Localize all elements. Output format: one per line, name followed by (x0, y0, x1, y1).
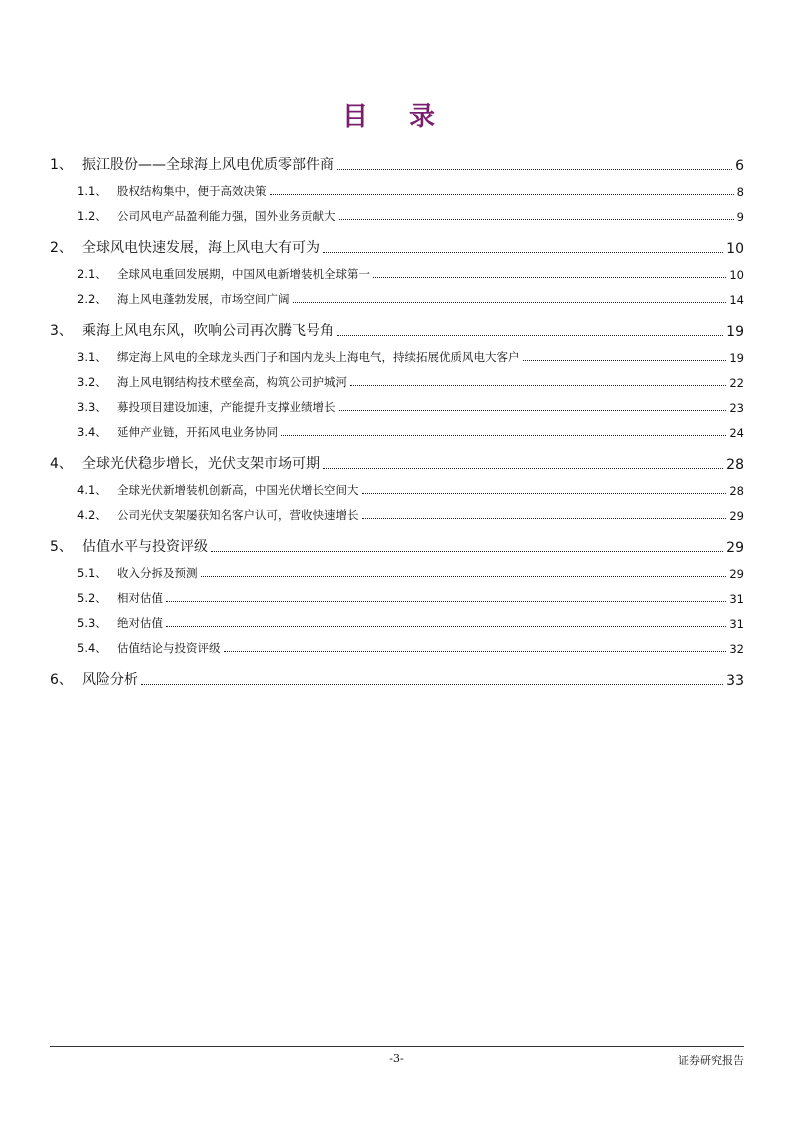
table-of-contents (50, 150, 744, 689)
toc-label: 估值水平与投资评级 (82, 539, 208, 555)
toc-subsection[interactable] (50, 340, 744, 365)
toc-page-number: 23 (729, 401, 744, 415)
toc-label: 乘海上风电东风，吹响公司再次腾飞号角 (82, 323, 334, 339)
toc-leader-dots (323, 467, 723, 469)
toc-number: 3.3、 (77, 400, 107, 414)
toc-leader-dots (293, 301, 727, 303)
toc-label: 绑定海上风电的全球龙头西门子和国内龙头上海电气，持续拓展优质风电大客户 (117, 350, 520, 364)
toc-section[interactable] (50, 532, 744, 556)
toc-leader-dots (211, 550, 723, 552)
toc-label: 海上风电钢结构技术壁垒高，构筑公司护城河 (117, 375, 347, 389)
toc-number: 1.2、 (77, 209, 107, 223)
toc-number: 3.1、 (77, 350, 107, 364)
toc-leader-dots (523, 359, 727, 361)
toc-label: 绝对估值 (117, 616, 163, 630)
toc-leader-dots (323, 251, 723, 253)
toc-page-number: 6 (735, 158, 744, 174)
toc-label: 股权结构集中，便于高效决策 (117, 184, 267, 198)
toc-leader-dots (201, 575, 727, 577)
toc-leader-dots (141, 683, 723, 685)
toc-number: 5.1、 (77, 566, 107, 580)
toc-label: 风险分析 (82, 672, 138, 688)
toc-page-number: 33 (726, 673, 744, 689)
toc-leader-dots (362, 517, 727, 519)
toc-section[interactable] (50, 449, 744, 473)
toc-number: 5.3、 (77, 616, 107, 630)
toc-subsection[interactable] (50, 199, 744, 224)
toc-page-number: 32 (729, 642, 744, 656)
toc-label: 振江股份——全球海上风电优质零部件商 (82, 157, 334, 173)
toc-page-number: 19 (726, 324, 744, 340)
toc-number: 2.1、 (77, 267, 107, 281)
toc-page-number: 24 (729, 426, 744, 440)
toc-leader-dots (373, 276, 726, 278)
toc-page-number: 31 (729, 592, 744, 606)
toc-leader-dots (337, 168, 732, 170)
toc-subsection[interactable] (50, 606, 744, 631)
toc-page-number: 28 (729, 484, 744, 498)
toc-page-number: 8 (736, 185, 744, 199)
toc-number: 5.2、 (77, 591, 107, 605)
toc-label: 公司光伏支架屡获知名客户认可，营收快速增长 (117, 508, 359, 522)
toc-subsection[interactable] (50, 556, 744, 581)
toc-number: 4.2、 (77, 508, 107, 522)
toc-subsection[interactable] (50, 365, 744, 390)
toc-number: 1.1、 (77, 184, 107, 198)
toc-number: 5、 (50, 539, 73, 555)
toc-leader-dots (350, 384, 726, 386)
toc-subsection[interactable] (50, 174, 744, 199)
toc-label: 估值结论与投资评级 (117, 641, 221, 655)
toc-section[interactable] (50, 665, 744, 689)
toc-label: 全球光伏新增装机创新高，中国光伏增长空间大 (117, 483, 359, 497)
toc-number: 4.1、 (77, 483, 107, 497)
toc-label: 海上风电蓬勃发展，市场空间广阔 (117, 292, 290, 306)
toc-subsection[interactable] (50, 473, 744, 498)
toc-number: 4、 (50, 456, 73, 472)
page-title: 目 录 (341, 102, 452, 132)
toc-label: 收入分拆及预测 (117, 566, 198, 580)
toc-page-number: 19 (729, 351, 744, 365)
toc-number: 3.4、 (77, 425, 107, 439)
toc-page-number: 29 (729, 567, 744, 581)
toc-leader-dots (337, 334, 723, 336)
toc-number: 2.2、 (77, 292, 107, 306)
toc-number: 2、 (50, 240, 73, 256)
footer-report-label: 证券研究报告 (678, 1054, 744, 1067)
toc-page-number: 10 (726, 241, 744, 257)
toc-section[interactable] (50, 150, 744, 174)
toc-label: 延伸产业链，开拓风电业务协同 (117, 425, 278, 439)
toc-subsection[interactable] (50, 282, 744, 307)
toc-subsection[interactable] (50, 581, 744, 606)
toc-number: 5.4、 (77, 641, 107, 655)
footer-page-number: -3- (389, 1052, 404, 1065)
toc-subsection[interactable] (50, 390, 744, 415)
toc-label: 募投项目建设加速，产能提升支撑业绩增长 (117, 400, 336, 414)
footer-divider (50, 1046, 744, 1047)
toc-page-number: 29 (726, 540, 744, 556)
toc-subsection[interactable] (50, 498, 744, 523)
toc-number: 1、 (50, 157, 73, 173)
toc-page-number: 29 (729, 509, 744, 523)
toc-number: 3.2、 (77, 375, 107, 389)
toc-label: 公司风电产品盈利能力强，国外业务贡献大 (117, 209, 336, 223)
toc-leader-dots (224, 650, 727, 652)
toc-number: 3、 (50, 323, 73, 339)
toc-page-number: 31 (729, 617, 744, 631)
toc-subsection[interactable] (50, 631, 744, 656)
toc-section[interactable] (50, 316, 744, 340)
toc-section[interactable] (50, 233, 744, 257)
toc-page-number: 22 (729, 376, 744, 390)
toc-leader-dots (362, 492, 727, 494)
toc-page-number: 10 (729, 268, 744, 282)
toc-leader-dots (166, 600, 726, 602)
toc-subsection[interactable] (50, 257, 744, 282)
toc-subsection[interactable] (50, 415, 744, 440)
toc-page-number: 9 (736, 210, 744, 224)
toc-leader-dots (270, 193, 734, 195)
toc-leader-dots (339, 409, 727, 411)
toc-label: 全球风电重回发展期，中国风电新增装机全球第一 (117, 267, 370, 281)
toc-number: 6、 (50, 672, 73, 688)
toc-page-number: 14 (729, 293, 744, 307)
toc-label: 相对估值 (117, 591, 163, 605)
toc-label: 全球风电快速发展，海上风电大有可为 (82, 240, 320, 256)
toc-leader-dots (166, 625, 726, 627)
toc-leader-dots (339, 218, 734, 220)
toc-page-number: 28 (726, 457, 744, 473)
toc-leader-dots (281, 434, 726, 436)
toc-label: 全球光伏稳步增长，光伏支架市场可期 (82, 456, 320, 472)
